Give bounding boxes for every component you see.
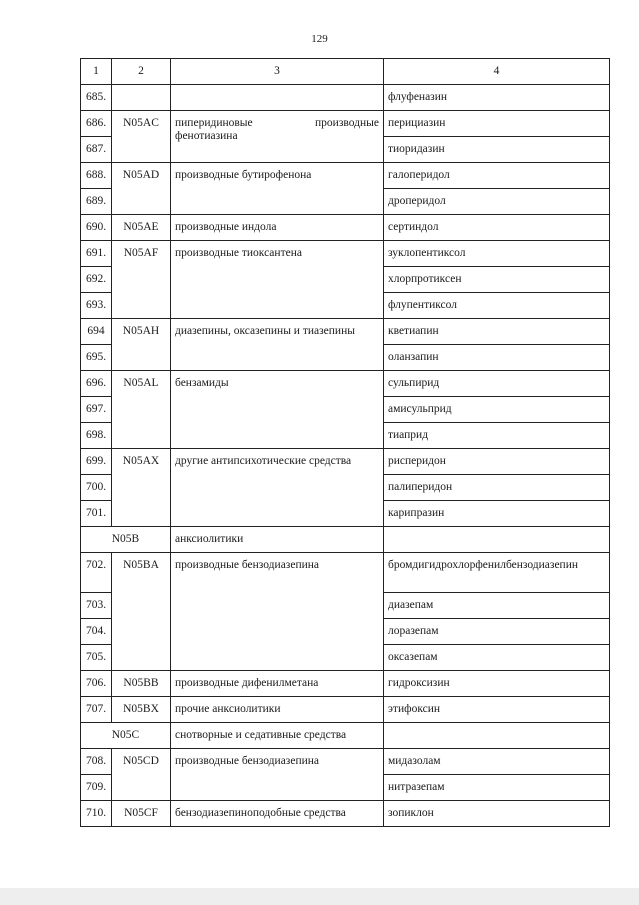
column-header: 1 <box>81 59 112 85</box>
row-number: 700. <box>81 475 112 501</box>
drug-name: диазепам <box>384 593 610 619</box>
group-header-row <box>81 527 610 553</box>
group-description: производные тиоксантена <box>171 241 384 319</box>
atc-code: N05CD <box>112 749 171 801</box>
drug-name: амисульприд <box>384 397 610 423</box>
drug-name: бромдигидрохлорфенилбензодиазепин <box>384 553 610 593</box>
column-header: 4 <box>384 59 610 85</box>
table-row <box>81 449 610 475</box>
group-description: производные бутирофенона <box>171 163 384 215</box>
drug-name: оланзапин <box>384 345 610 371</box>
row-number: 699. <box>81 449 112 475</box>
group-description: пиперидиновые производные фенотиазина <box>171 111 384 163</box>
drug-name: сертиндол <box>384 215 610 241</box>
drug-name: тиаприд <box>384 423 610 449</box>
row-number: 706. <box>81 671 112 697</box>
atc-code: N05AH <box>112 319 171 371</box>
group-description: производные бензодиазепина <box>171 749 384 801</box>
drug-classification-table <box>80 58 610 827</box>
table-row <box>81 111 610 137</box>
group-description: снотворные и седативные средства <box>171 723 384 749</box>
atc-code: N05BB <box>112 671 171 697</box>
row-number: 710. <box>81 801 112 827</box>
drug-name: сульпирид <box>384 371 610 397</box>
atc-code: N05AF <box>112 241 171 319</box>
column-header: 2 <box>112 59 171 85</box>
row-number: 705. <box>81 645 112 671</box>
atc-code: N05AL <box>112 371 171 449</box>
row-number: 707. <box>81 697 112 723</box>
table-row <box>81 163 610 189</box>
drug-name: мидазолам <box>384 749 610 775</box>
row-number: 692. <box>81 267 112 293</box>
row-number: 688. <box>81 163 112 189</box>
table-row <box>81 85 610 111</box>
atc-code: N05AX <box>112 449 171 527</box>
drug-name: галоперидол <box>384 163 610 189</box>
table-row <box>81 319 610 345</box>
row-number: 697. <box>81 397 112 423</box>
atc-code <box>112 85 171 111</box>
viewer-bottom-strip <box>0 888 639 905</box>
drug-name <box>384 527 610 553</box>
drug-name: флупентиксол <box>384 293 610 319</box>
table-row <box>81 215 610 241</box>
drug-name: дроперидол <box>384 189 610 215</box>
group-description: бензамиды <box>171 371 384 449</box>
drug-name: кветиапин <box>384 319 610 345</box>
drug-name: оксазепам <box>384 645 610 671</box>
atc-code: N05BX <box>112 697 171 723</box>
row-number: 693. <box>81 293 112 319</box>
drug-name: хлорпротиксен <box>384 267 610 293</box>
drug-name: карипразин <box>384 501 610 527</box>
drug-name: нитразепам <box>384 775 610 801</box>
row-number: 691. <box>81 241 112 267</box>
group-description: производные дифенилметана <box>171 671 384 697</box>
drug-name: гидроксизин <box>384 671 610 697</box>
table-row <box>81 371 610 397</box>
table-row <box>81 697 610 723</box>
column-header: 3 <box>171 59 384 85</box>
group-description: анксиолитики <box>171 527 384 553</box>
group-atc-code: N05C <box>81 723 171 749</box>
table-header-row <box>81 59 610 85</box>
group-description <box>171 85 384 111</box>
atc-code: N05AC <box>112 111 171 163</box>
group-description: производные бензодиазепина <box>171 553 384 671</box>
drug-name: палиперидон <box>384 475 610 501</box>
row-number: 698. <box>81 423 112 449</box>
drug-name: тиоридазин <box>384 137 610 163</box>
row-number: 701. <box>81 501 112 527</box>
row-number: 695. <box>81 345 112 371</box>
row-number: 696. <box>81 371 112 397</box>
atc-code: N05AE <box>112 215 171 241</box>
row-number: 687. <box>81 137 112 163</box>
row-number: 703. <box>81 593 112 619</box>
row-number: 704. <box>81 619 112 645</box>
drug-name: флуфеназин <box>384 85 610 111</box>
atc-code: N05BA <box>112 553 171 671</box>
row-number: 709. <box>81 775 112 801</box>
drug-name: лоразепам <box>384 619 610 645</box>
table-row <box>81 241 610 267</box>
group-description: другие антипсихотические средства <box>171 449 384 527</box>
row-number: 689. <box>81 189 112 215</box>
drug-name: зопиклон <box>384 801 610 827</box>
group-description: производные индола <box>171 215 384 241</box>
group-header-row <box>81 723 610 749</box>
row-number: 686. <box>81 111 112 137</box>
group-atc-code: N05B <box>81 527 171 553</box>
table-row <box>81 801 610 827</box>
group-description: диазепины, оксазепины и тиазепины <box>171 319 384 371</box>
row-number: 685. <box>81 85 112 111</box>
atc-code: N05AD <box>112 163 171 215</box>
group-description: прочие анксиолитики <box>171 697 384 723</box>
row-number: 702. <box>81 553 112 593</box>
drug-name <box>384 723 610 749</box>
table-row <box>81 671 610 697</box>
atc-code: N05CF <box>112 801 171 827</box>
drug-name: зуклопентиксол <box>384 241 610 267</box>
group-description: бензодиазепиноподобные средства <box>171 801 384 827</box>
drug-name: перициазин <box>384 111 610 137</box>
table-row <box>81 553 610 593</box>
drug-name: рисперидон <box>384 449 610 475</box>
page-number: 129 <box>311 33 328 45</box>
table-row <box>81 749 610 775</box>
drug-name: этифоксин <box>384 697 610 723</box>
row-number: 694 <box>81 319 112 345</box>
row-number: 708. <box>81 749 112 775</box>
row-number: 690. <box>81 215 112 241</box>
